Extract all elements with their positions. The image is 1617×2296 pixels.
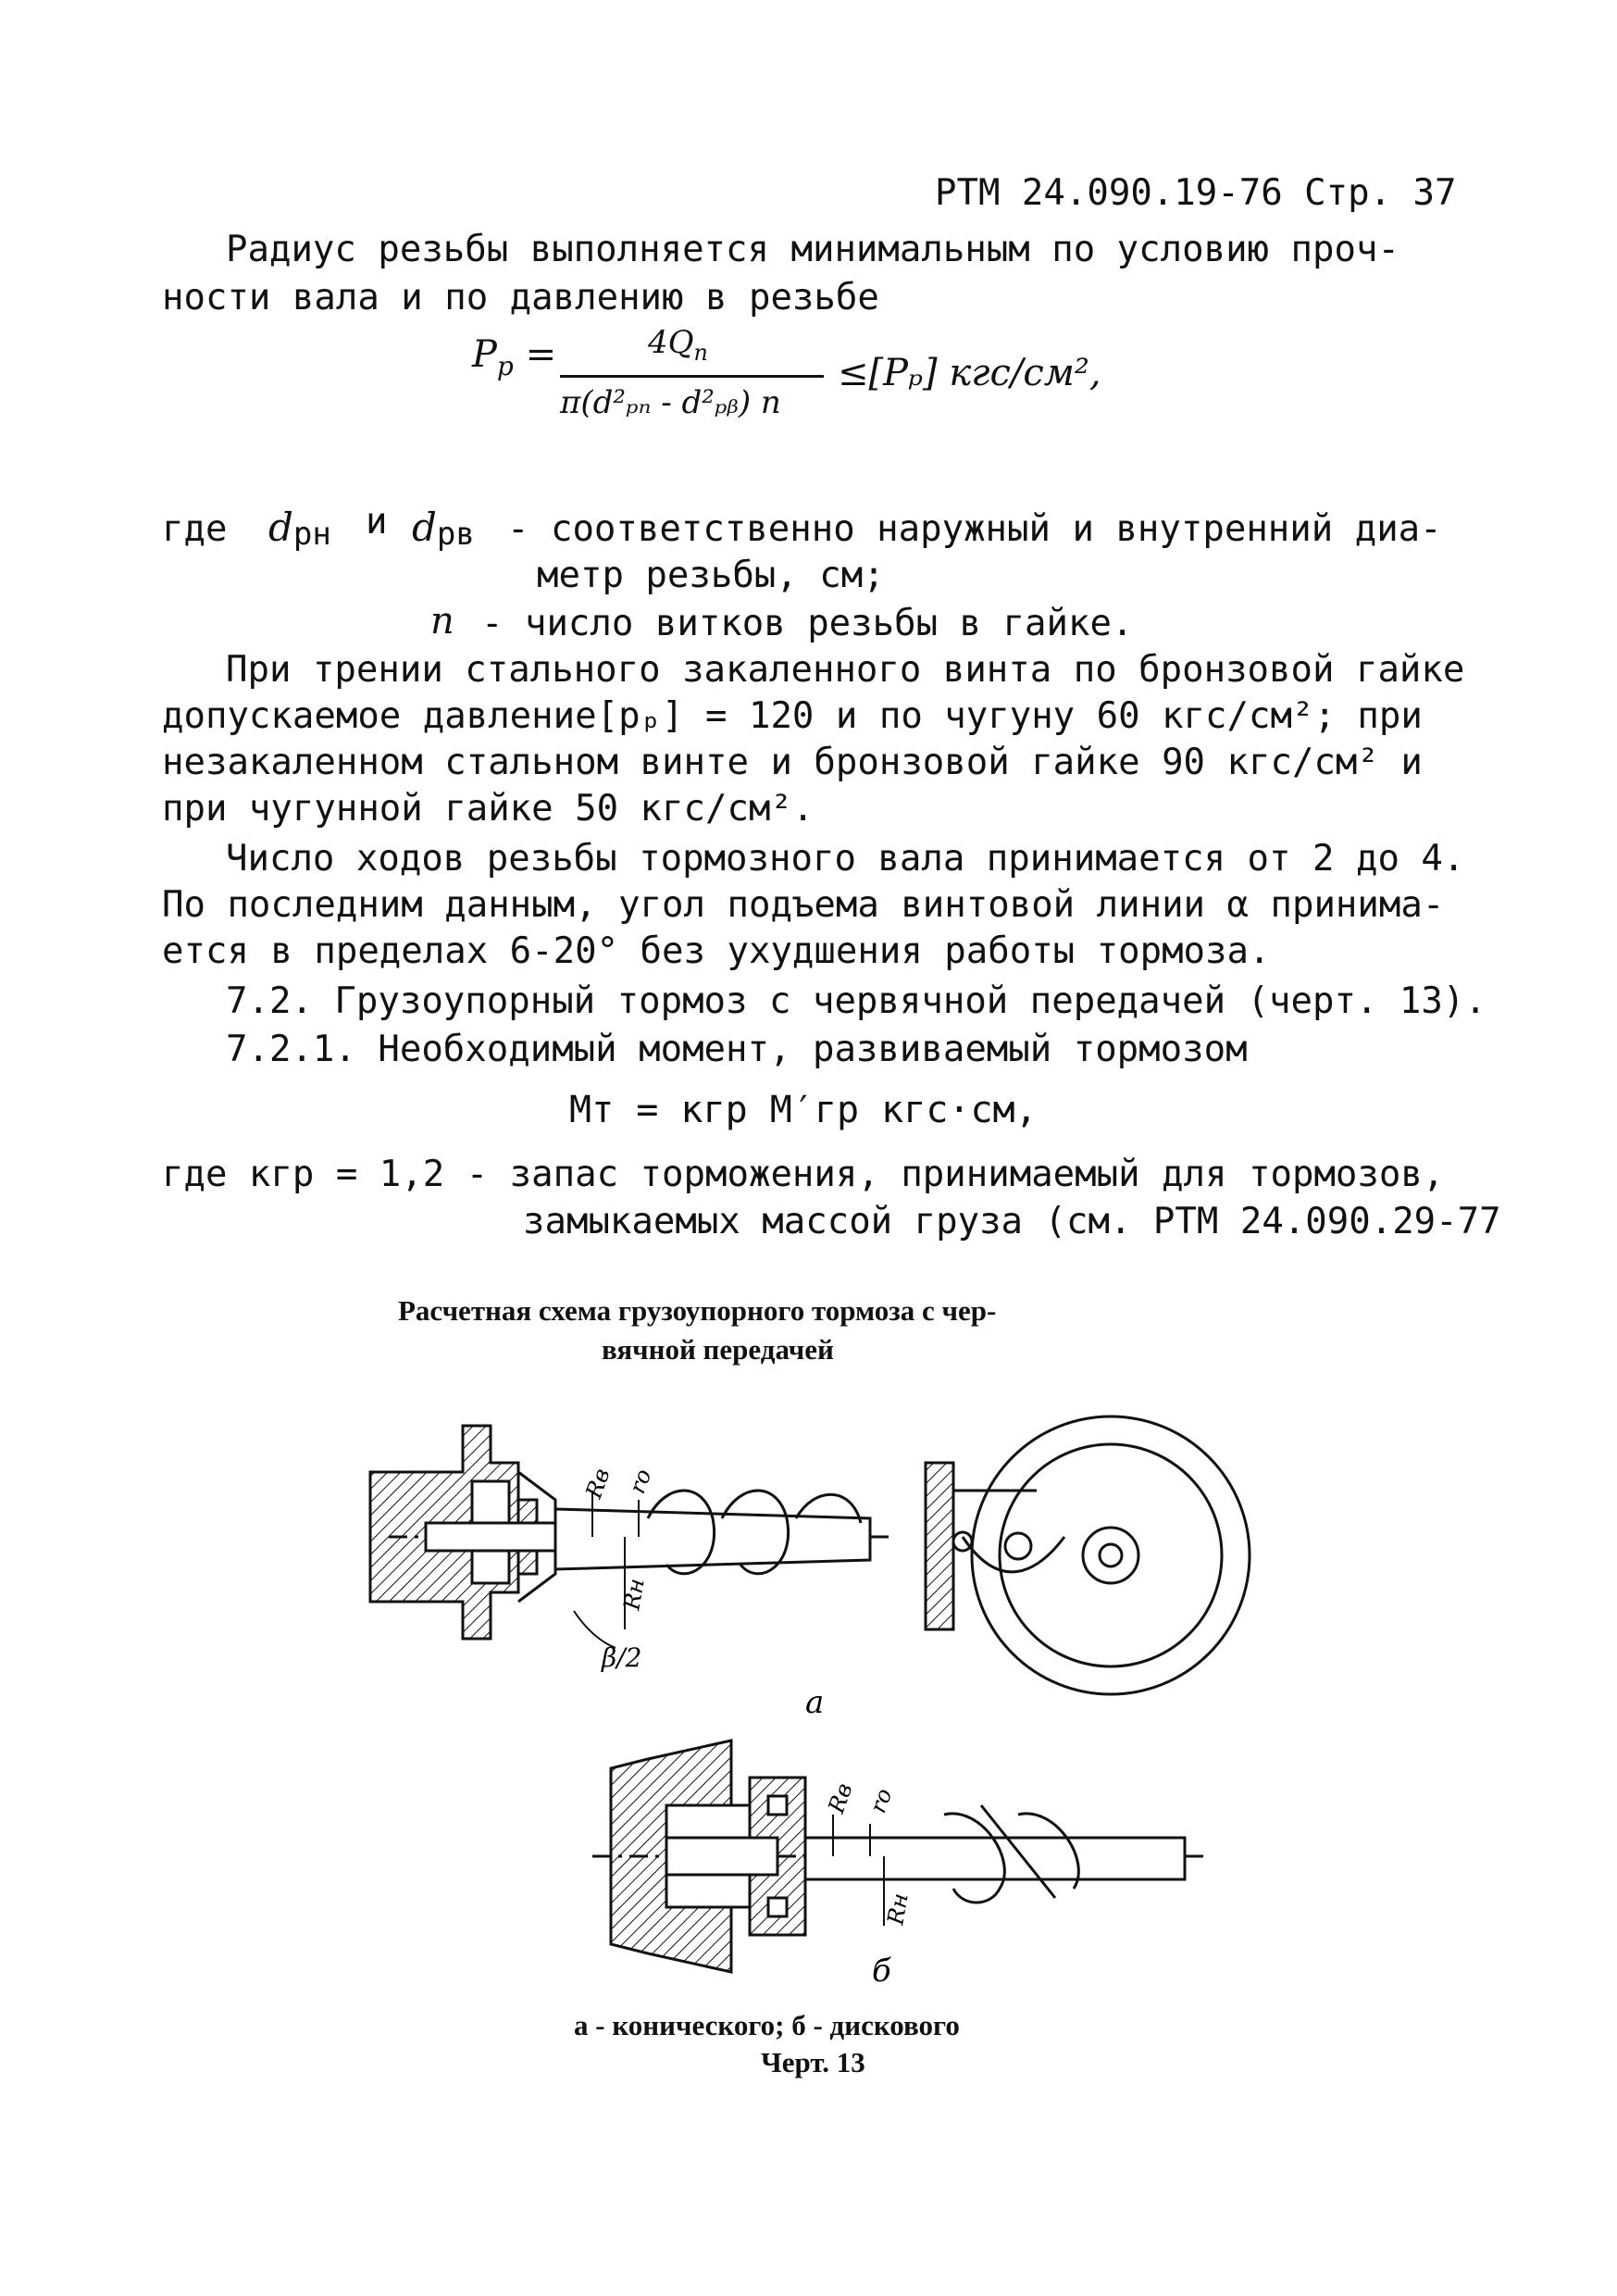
where-1-and: и: [366, 501, 388, 543]
drawing-a-conical-brake: [370, 1426, 889, 1648]
paragraph-2-line-4: при чугунной гайке 50 кгс/см².: [162, 788, 815, 830]
paragraph-3-line-3: ется в пределах 6-20° без ухудшения работы тормоза.: [162, 930, 1271, 972]
formula-numerator-sub: n: [693, 339, 708, 366]
where-1-d2-symbol: d: [412, 505, 437, 550]
figure-caption: Черт. 13: [761, 2046, 865, 2078]
where-2-line-2: замыкаемых массой груза (см. РТМ 24.090.29-77: [523, 1201, 1501, 1242]
formula-pressure: $P_p$ =: [472, 333, 557, 381]
formula-denominator: π(d²ₚₙ - d²ₚᵦ) n: [560, 384, 781, 421]
where-1-d1-symbol: d: [268, 505, 293, 550]
figure-title-line-1: Расчетная схема грузоупорного тормоза с чер-: [398, 1294, 997, 1327]
figure-legend: а - конического; б - дискового: [574, 2009, 960, 2041]
page-header: РТМ 24.090.19-76 Стр. 37: [935, 172, 1457, 214]
paragraph-3-line-1: Число ходов резьбы тормозного вала принимается от 2 до 4.: [226, 838, 1465, 880]
where-1-n: n: [430, 600, 454, 643]
drawing-a-end-view: [926, 1416, 1250, 1694]
where-1-desc-2: метр резьбы, см;: [537, 555, 885, 596]
section-7-2: 7.2. Грузоупорный тормоз с червячной передачей (черт. 13).: [226, 980, 1486, 1022]
drawing-b-disc-brake: [592, 1741, 1203, 1972]
dim-beta: β/2: [602, 1642, 642, 1673]
dim-rb-b: Rв: [823, 1779, 858, 1817]
where-1-n-desc: - число витков резьбы в гайке.: [481, 603, 1134, 644]
formula-lhs: P: [472, 333, 497, 376]
dim-rb-a: Rв: [580, 1465, 616, 1503]
dim-rh-a: Rн: [618, 1576, 650, 1613]
where-2-line-1: где кгр = 1,2 - запас торможения, принимаемый для тормозов,: [162, 1154, 1445, 1195]
section-7-2-1: 7.2.1. Необходимый момент, развиваемый тормозом: [226, 1029, 1248, 1070]
paragraph-2-line-3: незакаленном стальном винте и бронзовой гайке 90 кгс/см² и: [162, 742, 1423, 783]
dim-ro-b: rо: [864, 1785, 898, 1817]
formula-rhs: ≤[Pₚ] кгс/см²,: [838, 352, 1101, 394]
figure-title-line-2: вячной передачей: [602, 1333, 834, 1366]
where-1-word: где: [162, 508, 228, 550]
dim-rh-b: Rн: [882, 1890, 914, 1928]
paragraph-2-line-1: При трении стального закаленного винта по бронзовой гайке: [226, 649, 1465, 691]
formula-numerator-text: 4Q: [648, 324, 694, 361]
dim-ro-a: rо: [624, 1466, 657, 1498]
label-b: б: [872, 1953, 891, 1990]
where-1-d1-sub: рн: [292, 516, 331, 554]
paragraph-2-line-2: допускаемое давление[pₚ] = 120 и по чугуну 60 кгс/см²; при: [162, 695, 1423, 737]
where-1-d2-sub: рв: [436, 516, 475, 554]
paragraph-1-line-2: ности вала и по давлению в резьбе: [162, 277, 879, 318]
formula-moment: Mт = кгр M′гр кгс·см,: [569, 1089, 1038, 1131]
paragraph-3-line-2: По последним данным, угол подъема винтовой линии α принима-: [162, 884, 1445, 926]
label-a: а: [805, 1684, 825, 1721]
paragraph-1-line-1: Радиус резьбы выполняется минимальным по условию проч-: [226, 229, 1399, 270]
where-1-desc-1: - соответственно наружный и внутренний диа-: [507, 508, 1442, 550]
formula-lhs-sub: p: [496, 351, 514, 381]
